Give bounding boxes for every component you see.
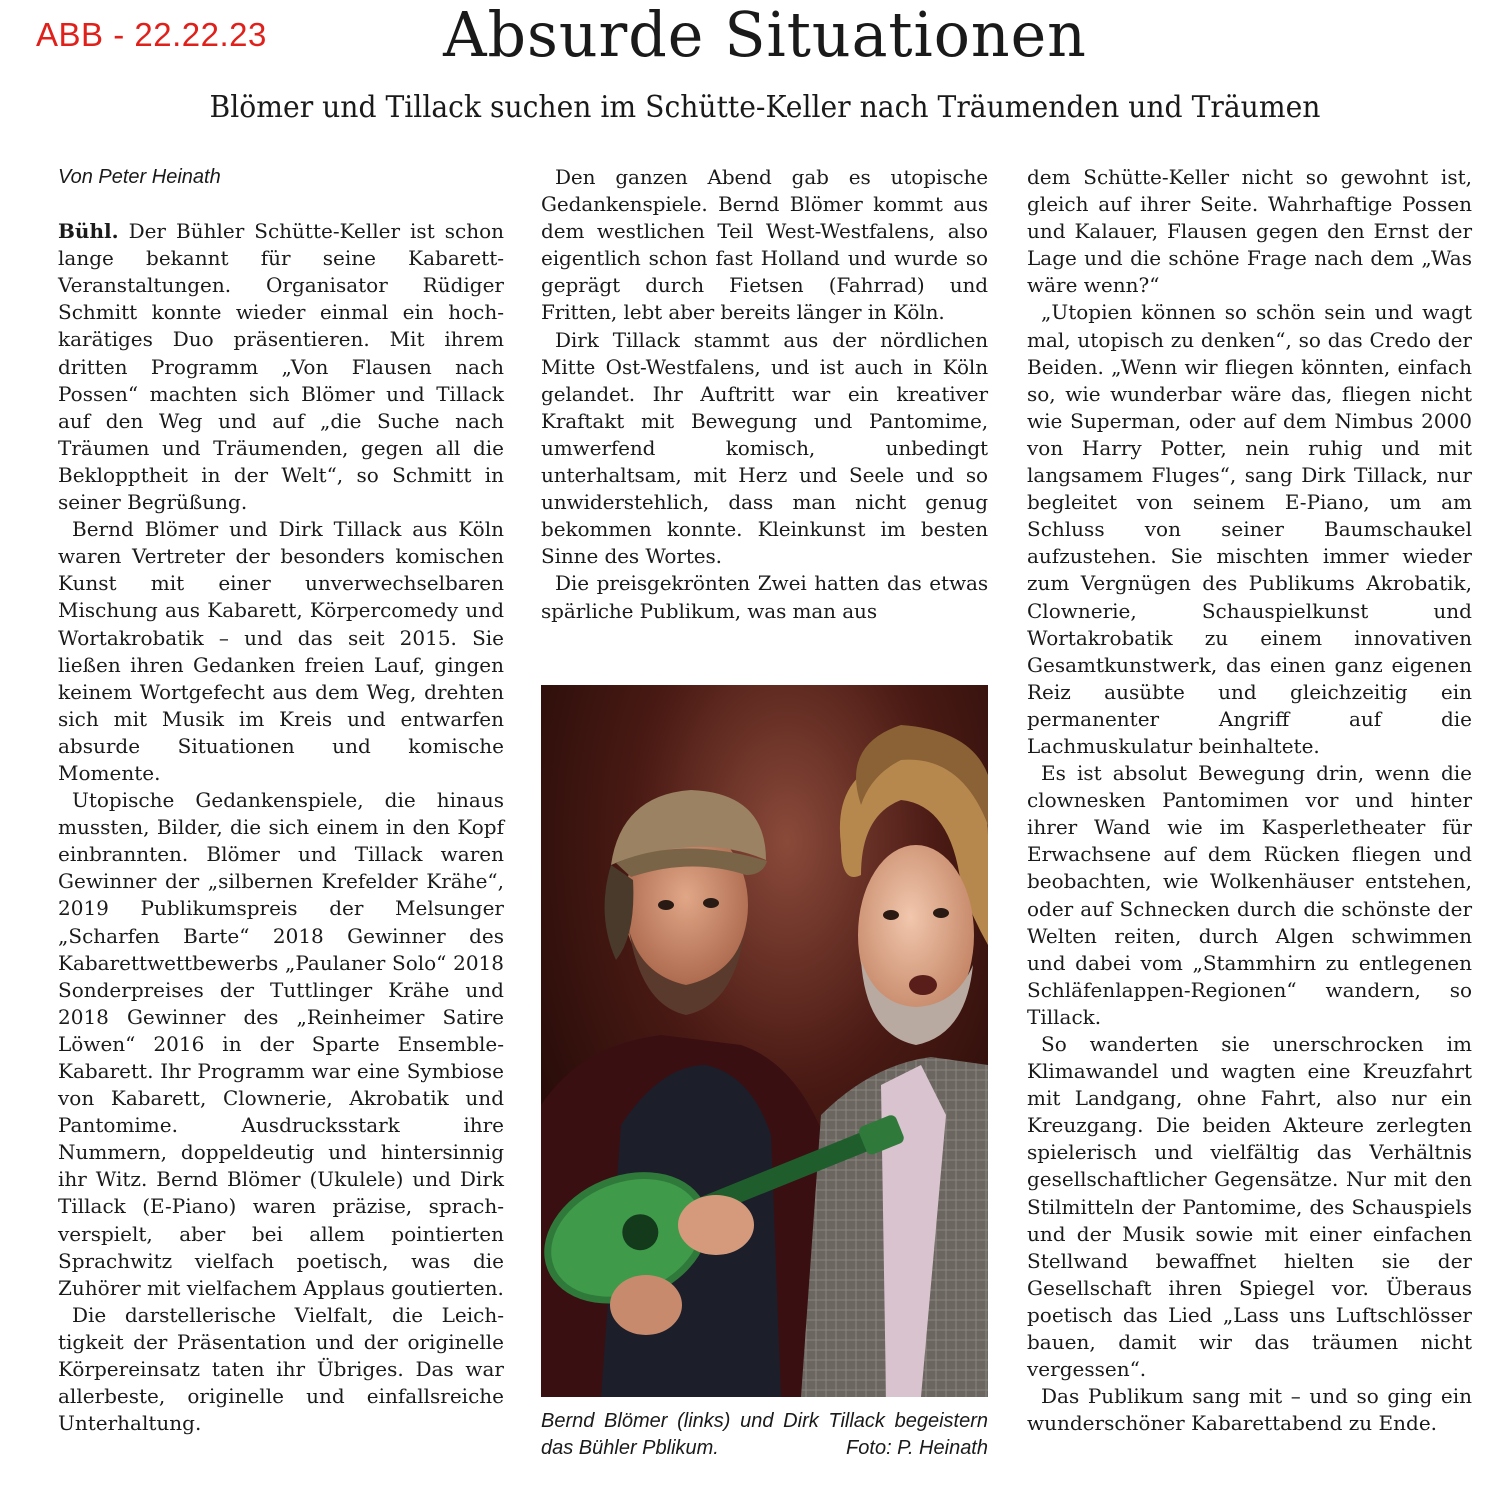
author-byline: Von Peter Heinath — [58, 166, 221, 188]
paragraph: Den ganzen Abend gab es utopische Gedankenspiele. Bernd Blömer kommt aus dem westlichen Teil West-Westfalens, also eigentlich schon fast Holland und wurde so geprägt durch Fietsen (Fahrrad) und Fritten, lebt aber bereits länger in Köln. — [541, 165, 988, 325]
paragraph: Die preisgekrönten Zwei hatten das etwas spärliche Publikum, was man aus — [541, 571, 988, 623]
article-photo — [541, 685, 988, 1397]
headline: Absurde Situationen — [443, 0, 1087, 71]
paragraph: Dirk Tillack stammt aus der nördlichen Mitte Ost-Westfalens, und ist auch in Köln gelandet. Ihr Auftritt war ein kreativer Kraftakt mit Bewegung und Pantomime, umwerfend komisch, unbedingt unterhaltsam, mit Herz und Seele und so unwiderstehlich, dass man nicht genug bekommen konnte. Kleinkunst im besten Sinne des Wortes. — [541, 327, 988, 569]
photo-credit: Foto: P. Heinath — [846, 1437, 988, 1459]
paragraph: Utopische Gedankenspiele, die hinaus mussten, Bilder, die sich einem in den Kopf einbrannten. Blömer und Tillack waren Gewinner der „silbernen Krefelder Krähe“, 2019 Publikumspreis der Melsunger „Scharfen Barte“ 2018 Gewinner des Kabarettwettbewerbs „Paulaner Solo“ 2018 Sonderpreises der Tuttlinger Krähe und 2018 Gewinner des „Reinheimer Satire Löwen“ 2016 in der Sparte Ensemble-Kabarett. Ihr Programm war eine Symbiose von Kabarett, Clownerie, Akrobatik und Pantomime. Ausdrucksstark ihre Nummern, doppeldeutig und hintersinnig ihr Witz. Bernd Blömer (Ukulele) und Dirk Tillack (E-Piano) waren präzise, sprach-verspielt, aber bei allem pointierten Sprachwitz vielfach poetisch, was die Zuhörer mit vielfachem Applaus goutierten. — [58, 788, 504, 1300]
paragraph: dem Schütte-Keller nicht so gewohnt ist, gleich auf ihrer Seite. Wahrhaftige Possen und Kalauer, Flausen gegen den Ernst der Lage und die schöne Frage nach dem „Was wäre wenn?“ — [1027, 165, 1472, 298]
paragraph: So wanderten sie unerschrocken im Klimawandel und wagten eine Kreuzfahrt mit Landgang, ohne Fahrt, also nur ein Kreuzgang. Die beiden Akteure zerlegten spielerisch und vielfältig das Verhältnis gesellschaftlicher Gegensätze. Nur mit den Stilmitteln der Pantomime, des Schauspiels und der Musik sowie mit einer einfachen Stellwand bewaffnet hielten sie der Gesellschaft ihren Spiegel vor. Überaus poetisch das Lied „Lass uns Luftschlösser bauen, damit wir das träumen nicht vergessen“. — [1027, 1032, 1472, 1382]
paragraph: Die darstellerische Vielfalt, die Leichtigkeit der Präsentation und der originelle Körpereinsatz taten ihr Übriges. Das war allerbeste, originelle und einfallsreiche Unterhaltung. — [58, 1302, 504, 1436]
paragraph: Es ist absolut Bewegung drin, wenn die clownesken Pantomimen vor und hinter ihrer Wand wie im Kasperletheater für Erwachsene auf dem Rücken fliegen und beobachten, wie Wolkenhäuser entstehen, oder auf Schnecken durch die schönste der Welten reiten, durch Algen schwimmen und dabei vom „Stammhirn zu entlegenen Schläfenlappen-Regionen“ wandern, so Tillack. — [1027, 761, 1472, 1029]
paragraph — [58, 218, 504, 516]
article-column-3 — [1027, 164, 1472, 1437]
paragraph: „Utopien können so schön sein und wagt mal, utopisch zu denken“, so das Credo der Beiden. „Wenn wir fliegen könnten, einfach so, wie wunderbar wäre das, fliegen nicht wie Superman, oder auf dem Nimbus 2000 von Harry Potter, nein ruhig und mit langsamem Fluges“, sang Dirk Tillack, nur begleitet von seinem E-Piano, um am Schluss von seiner Baumschaukel aufzustehen. Sie mischten immer wieder zum Vergnügen des Publikums Akrobatik, Clownerie, Schauspielkunst und Wortakrobatik zu einem innovativen Gesamtkunstwerk, das einen ganz eigenen Reiz ausübte und gleichzeitig ein permanenter Angriff auf die Lachmuskulatur beinhaltete. — [1027, 300, 1472, 758]
article-column-1 — [58, 164, 504, 1437]
dateline: Bühl. — [58, 219, 119, 244]
caption-text: Bernd Blömer (links) und Dirk Tillack begeistern das Bühler Pblikum. — [541, 1410, 988, 1459]
paragraph: Bernd Blömer und Dirk Tillack aus Köln waren Vertreter der besonders komischen Kunst mit einer unverwechselbaren Mischung aus Kabarett, Körpercomedy und Wortakrobatik – und das seit 2015. Sie ließen ihren Gedanken freien Lauf, gingen keinem Wortgefecht aus dem Weg, drehten sich mit Musik im Kreis und entwarfen absurde Situationen und komische Momente. — [58, 517, 504, 785]
paragraph-text: Der Bühler Schütte-Keller ist schon lange bekannt für seine Kabarett-Veranstaltungen. Organisator Rüdiger Schmitt konnte wieder einmal ein hochkarätiges Duo präsentieren. Mit ihrem dritten Programm „Von Flausen nach Possen“ machten sich Blömer und Tillack auf den Weg und auf „die Suche nach Träumen und Träumenden, gegen all die Beklopptheit in der Welt“, so Schmitt in seiner Begrüßung. — [58, 219, 505, 515]
archive-stamp: ABB - 22.22.23 — [36, 16, 267, 53]
photo-caption — [541, 1408, 988, 1462]
subheadline: Blömer und Tillack suchen im Schütte-Keller nach Träumenden und Träumen — [209, 90, 1321, 125]
paragraph: Das Publikum sang mit – und so ging ein wunderschöner Kabarettabend zu Ende. — [1027, 1384, 1472, 1436]
article-column-2 — [541, 164, 988, 625]
